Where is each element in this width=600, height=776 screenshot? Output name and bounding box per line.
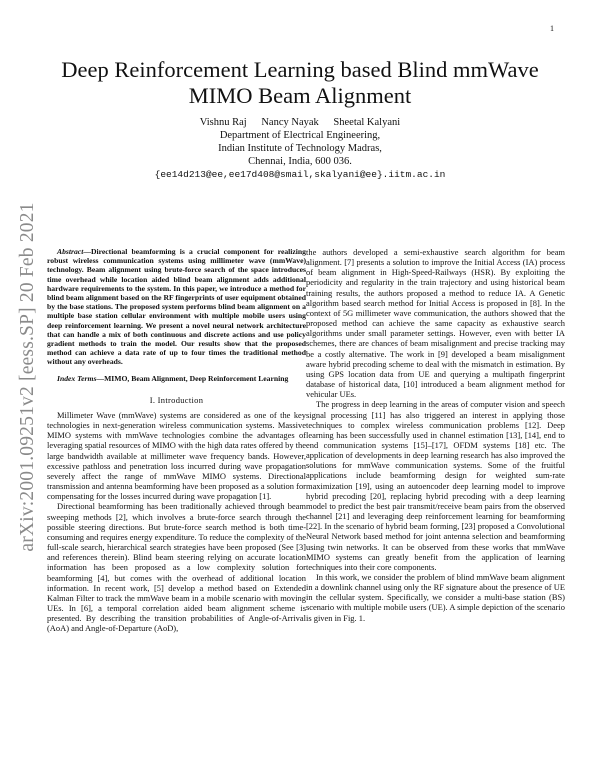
- index-terms: [47, 374, 306, 383]
- paragraph: the authors developed a semi-exhaustive search algorithm for beam alignment. [7] presents a solution to improve the Initial Access (IA) process of beam alignment in High-Speed-Railways (HSR). By exploiting the periodicity and regularity in the train trajectory and using historical beam training results, the authors proposed a method to reduce IA. A Genetic algorithm based search method for Initial Access is proposed in [8]. In the context of 5G millimeter wave communication, the authors showed that the proposed method can achieve the same capacity as exhaustive search algorithms under small parameter settings. However, even with better IA schemes, there are chances of beam misalignment and precise tracking may be a costly alternative. The work in [9] developed a beam misalignment aware hybrid precoding scheme to deal with the mismatch in estimation. By using GPS location data from UE and querying a multipath fingerprint database of historical data, [10] introduced a beam alignment method for vehicular UEs.: [306, 247, 565, 400]
- abstract-label: Abstract: [57, 247, 84, 256]
- affiliation-city: Chennai, India, 600 036.: [248, 156, 352, 167]
- author-email: {ee14d213@ee,ee17d408@smail,skalyani@ee}.iitm.ac.in: [154, 169, 446, 180]
- paragraph: In this work, we consider the problem of blind mmWave beam alignment in a downlink channel using only the RF signature about the presence of UE in the cellular system. Specifically, we consider a multi-base station (BS) scenario with multiple mobile users (UE). A simple depiction of the scenario is given in Fig. 1.: [306, 572, 565, 623]
- author-block: [60, 116, 540, 181]
- author-name: Sheetal Kalyani: [333, 117, 401, 128]
- arxiv-stamp: [11, 192, 45, 562]
- paper-title: Deep Reinforcement Learning based Blind mmWave MIMO Beam Alignment: [61, 57, 539, 108]
- abstract: [47, 247, 306, 367]
- paragraph: Millimeter Wave (mmWave) systems are considered as one of the key technologies in next-generation wireless communication systems. Massive MIMO systems with mmWave technologies combine the advantages of leveraging spatial resources of MIMO with the high data rates offered by the large bandwidth available at millimeter wave frequency bands. However, excessive pathloss and penetration loss incurred during wave propagation severely affect the range of mmWave MIMO systems. Directional transmission and antenna beamforming have been proposed as a solution for compensating for the losses incurred during wave propagation [1].: [47, 410, 306, 502]
- author-name: Vishnu Raj: [199, 117, 247, 128]
- affiliation-dept: Department of Electrical Engineering,: [219, 130, 381, 141]
- section-heading: I. Introduction: [149, 394, 204, 405]
- left-column: [47, 247, 306, 633]
- index-terms-text: —MIMO, Beam Alignment, Deep Reinforcement Learning: [96, 373, 289, 383]
- author-name: Nancy Nayak: [261, 117, 319, 128]
- paragraph: Directional beamforming has been traditionally achieved through beam sweeping methods [2], which involves a brute-force search through the possible steering directions. But brute-force search method is both time-consuming and requires energy expenditure. To reduce the complexity of the full-scale search, hierarchical search strategies have been proposed (See [3] and references therein). Blind beam steering relying on accurate location information has been proposed as a low complexity solution for beamforming [4], but comes with the overhead of additional location information. In recent work, [5] develop a method based on Extended Kalman Filter to track the mmWave beam in a mobile scenario with moving UEs. In [6], a temporal correlation aided beam alignment scheme is presented. By describing the transition probabilities of Angle-of-Arrival (AoA) and Angle-of-Departure (AoD),: [47, 501, 306, 634]
- abstract-text: —Directional beamforming is a crucial component for realizing robust wireless communication systems using millimeter wave (mmWave) technology. Beam alignment using brute-force search of the space introduces time overhead while location aided blind beam alignment adds additional hardware requirements to the system. In this paper, we introduce a method for blind beam alignment based on the RF fingerprints of user equipment obtained by the base stations. The proposed system performs blind beam alignment on a multiple base station cellular environment with multiple mobile users using deep reinforcement learning. We present a novel neural network architecture that can handle a mix of both continuous and discrete actions and use policy gradient methods to train the model. Our results show that the proposed method can achieve a data rate of up to four times the traditional method without any overheads.: [47, 247, 306, 367]
- affiliation-institute: Indian Institute of Technology Madras,: [218, 143, 382, 154]
- index-terms-label: Index Terms: [57, 373, 97, 383]
- author-names: [60, 116, 540, 129]
- right-column: [306, 247, 565, 623]
- paragraph: The progress in deep learning in the areas of computer vision and speech signal processing [11] has also triggered an interest in applying those techniques to complex wireless communication problems [12]. Deep learning has been successfully used in channel estimation [13], [14], end to end communication systems [15]–[17], OFDM systems [18] etc. The application of developments in deep learning research has also improved the solutions for mmWave communication systems. Some of the fruitful applications include beamforming design for weighted sum-rate maximization [19], using an autoencoder deep learning model to improve hybrid precoding [20], replacing hybrid precoding with a deep learning model to predict the best pair transmit/receive beam pairs from the observed channel [21] and leveraging deep reinforcement learning for beamforming [22]. In the scenario of hybrid beam forming, [23] proposed a Convolutional Neural Network based method for joint antenna selection and beamforming using twin networks. It can be observed from these works that mmWave MIMO systems can greatly benefit from the application of learning techniques into their core components.: [306, 399, 565, 572]
- page-number: 1: [550, 24, 554, 33]
- arxiv-stamp-text: arXiv:2001.09251v2 [eess.SP] 20 Feb 2021: [17, 202, 38, 552]
